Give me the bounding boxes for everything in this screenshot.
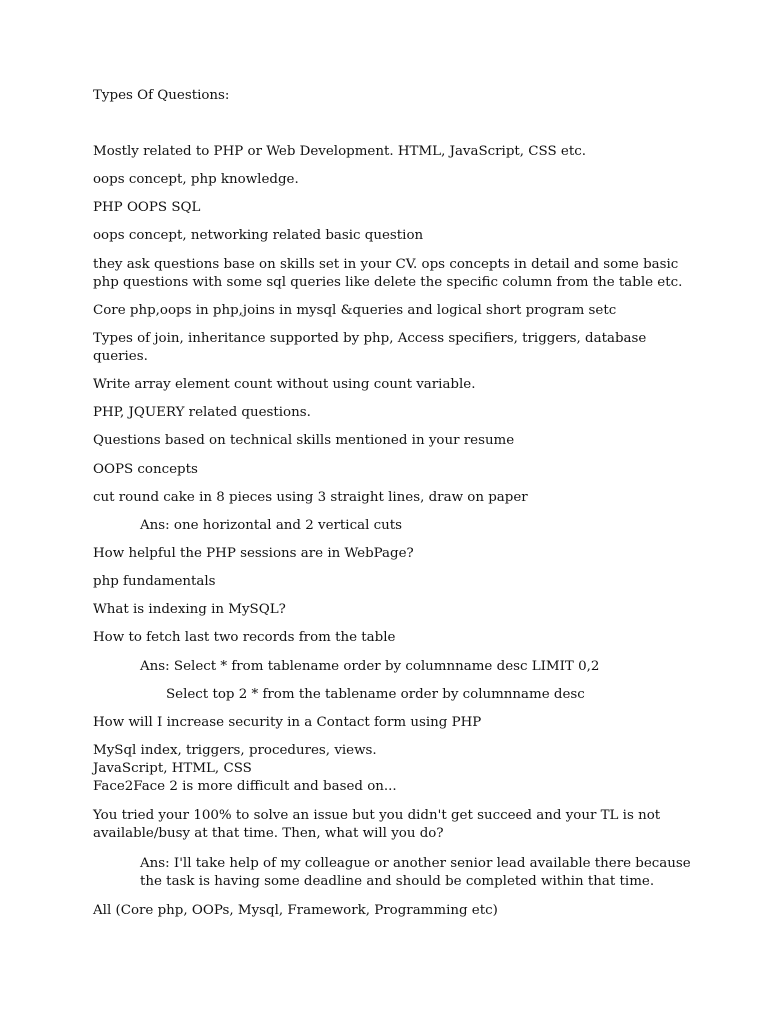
text-line: Core php,oops in php,joins in mysql &queries and logical short program setc — [93, 303, 617, 318]
text-line: oops concept, php knowledge. — [93, 172, 299, 187]
text-line: Questions based on technical skills mentioned in your resume — [93, 433, 515, 448]
text-line: JavaScript, HTML, CSS — [93, 761, 252, 776]
text-line: Types of join, inheritance supported by php, Access specifiers, triggers, database — [93, 331, 647, 346]
text-line: How will I increase security in a Contact form using PHP — [93, 715, 482, 730]
document-heading: Types Of Questions: — [93, 88, 230, 103]
text-line: oops concept, networking related basic question — [93, 228, 424, 243]
text-line: PHP, JQUERY related questions. — [93, 405, 311, 420]
text-line: they ask questions base on skills set in your CV. ops concepts in detail and some basic — [93, 257, 679, 272]
answer-line: Ans: I'll take help of my colleague or another senior lead available there because — [140, 856, 691, 871]
text-line: How to fetch last two records from the table — [93, 630, 396, 645]
text-line: Mostly related to PHP or Web Development. HTML, JavaScript, CSS etc. — [93, 144, 586, 159]
text-line: cut round cake in 8 pieces using 3 straight lines, draw on paper — [93, 490, 528, 505]
answer-line: the task is having some deadline and should be completed within that time. — [140, 874, 655, 889]
text-line: php fundamentals — [93, 574, 216, 589]
answer-line: Ans: Select * from tablename order by columnname desc LIMIT 0,2 — [140, 659, 600, 674]
text-line: php questions with some sql queries like delete the specific column from the table etc. — [93, 275, 683, 290]
text-line: OOPS concepts — [93, 462, 198, 477]
text-line: What is indexing in MySQL? — [93, 602, 286, 617]
answer-line: Ans: one horizontal and 2 vertical cuts — [140, 518, 402, 533]
text-line: PHP OOPS SQL — [93, 200, 201, 215]
text-line: Write array element count without using count variable. — [93, 377, 476, 392]
text-line: How helpful the PHP sessions are in WebPage? — [93, 546, 414, 561]
text-line: available/busy at that time. Then, what will you do? — [93, 826, 444, 841]
answer-line: Select top 2 * from the tablename order by columnname desc — [166, 687, 585, 702]
text-line: queries. — [93, 349, 148, 364]
text-line: MySql index, triggers, procedures, views. — [93, 743, 377, 758]
text-line: You tried your 100% to solve an issue but you didn't get succeed and your TL is not — [93, 808, 661, 823]
text-line: Face2Face 2 is more difficult and based on... — [93, 779, 397, 794]
text-line: All (Core php, OOPs, Mysql, Framework, Programming etc) — [93, 903, 498, 918]
